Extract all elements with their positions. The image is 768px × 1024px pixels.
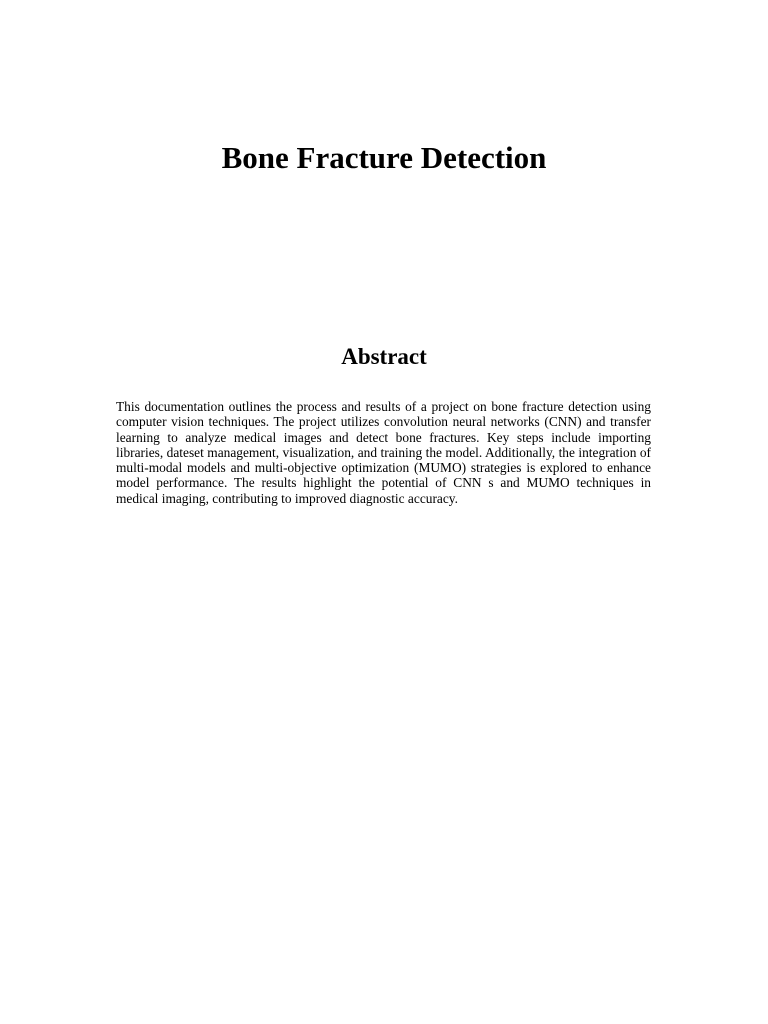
abstract-heading: Abstract	[341, 344, 427, 369]
document-title: Bone Fracture Detection	[221, 140, 547, 175]
abstract-paragraph: This documentation outlines the process and results of a project on bone fracture detection using computer vision techniques. The project utilizes convolution neural networks (CNN) and transfer learning to analyze medical images and detect bone fractures. Key steps include importing libraries, dateset management, visualization, and training the model. Additionally, the integration of multi-modal models and multi-objective optimization (MUMO) strategies is explored to enhance model performance. The results highlight the potential of CNN s and MUMO techniques in medical imaging, contributing to improved diagnostic accuracy.	[116, 399, 651, 506]
